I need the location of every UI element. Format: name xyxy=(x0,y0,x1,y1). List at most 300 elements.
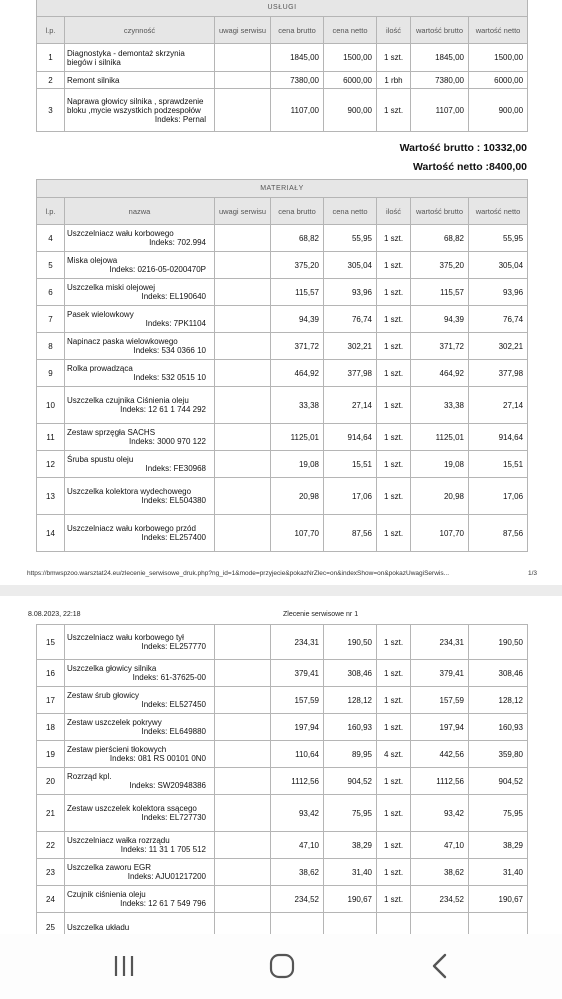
row-qty xyxy=(377,913,411,935)
item-index: Indeks: FE30968 xyxy=(145,464,206,473)
item-index: Indeks: AJU01217200 xyxy=(127,872,206,881)
row-price-net: 904,52 xyxy=(324,768,377,795)
row-price-gross xyxy=(271,913,324,935)
row-price-gross: 1107,00 xyxy=(271,89,324,132)
item-index: Indeks: 12 61 7 549 796 xyxy=(120,899,206,908)
row-price-gross: 464,92 xyxy=(271,360,324,387)
row-note xyxy=(215,89,271,132)
row-price-net: 914,64 xyxy=(324,424,377,451)
item-name: Śruba spustu oleju xyxy=(67,455,134,464)
row-price-net xyxy=(324,913,377,935)
row-qty: 1 szt. xyxy=(377,687,411,714)
table-row xyxy=(37,741,528,768)
services-header-2: uwagi serwisu xyxy=(215,17,271,44)
row-note xyxy=(215,387,271,424)
row-price-gross: 1845,00 xyxy=(271,44,324,72)
table-row xyxy=(37,387,528,424)
row-price-gross: 375,20 xyxy=(271,252,324,279)
services-header-6: wartość brutto xyxy=(411,17,469,44)
footer-url: https://bmwspzoo.warsztat24.eu/zlecenie_serwisowe_druk.php?ng_id=1&mode=przyjecie&pokazNrZlec=on&indexShow=on&pokazUwagiSerwis... xyxy=(27,570,450,577)
item-name: Rolka prowadząca xyxy=(67,364,133,373)
row-price-gross: 47,10 xyxy=(271,832,324,859)
row-value-gross: 157,59 xyxy=(411,687,469,714)
table-row xyxy=(37,660,528,687)
row-name xyxy=(65,795,215,832)
row-name xyxy=(65,360,215,387)
item-name: Miska olejowa xyxy=(67,256,118,265)
row-qty: 1 szt. xyxy=(377,44,411,72)
table-row xyxy=(37,252,528,279)
row-name xyxy=(65,832,215,859)
services-header-row xyxy=(37,17,528,44)
item-name: Czujnik ciśnienia oleju xyxy=(67,890,146,899)
row-lp: 12 xyxy=(37,451,65,478)
item-name: Diagnostyka - demontaż skrzynia biegów i silnika xyxy=(67,48,185,67)
row-value-gross: 38,62 xyxy=(411,859,469,886)
row-name xyxy=(65,89,215,132)
row-value-net: 377,98 xyxy=(469,360,528,387)
row-price-gross: 19,08 xyxy=(271,451,324,478)
item-index: Indeks: EL527450 xyxy=(141,700,206,709)
row-note xyxy=(215,478,271,515)
materials-header-1: nazwa xyxy=(65,198,215,225)
materials-table-continued xyxy=(36,624,528,934)
services-header-1: czynność xyxy=(65,17,215,44)
row-note xyxy=(215,306,271,333)
row-note xyxy=(215,886,271,913)
row-note xyxy=(215,252,271,279)
row-lp: 19 xyxy=(37,741,65,768)
table-row xyxy=(37,225,528,252)
print-footer xyxy=(27,570,537,577)
home-icon[interactable] xyxy=(262,949,302,983)
row-value-net: 302,21 xyxy=(469,333,528,360)
row-lp: 23 xyxy=(37,859,65,886)
table-row xyxy=(37,859,528,886)
row-qty: 1 szt. xyxy=(377,660,411,687)
row-value-gross: 371,72 xyxy=(411,333,469,360)
row-value-gross: 1107,00 xyxy=(411,89,469,132)
row-price-gross: 157,59 xyxy=(271,687,324,714)
row-name xyxy=(65,625,215,660)
row-price-net: 87,56 xyxy=(324,515,377,552)
row-price-gross: 93,42 xyxy=(271,795,324,832)
row-qty: 1 szt. xyxy=(377,625,411,660)
row-price-net: 27,14 xyxy=(324,387,377,424)
row-value-gross: 94,39 xyxy=(411,306,469,333)
item-name: Uszczelka układu xyxy=(67,923,130,932)
row-name xyxy=(65,515,215,552)
row-value-gross: 234,31 xyxy=(411,625,469,660)
item-name: Zestaw śrub głowicy xyxy=(67,691,140,700)
item-index: Indeks: 534 0366 10 xyxy=(133,346,206,355)
row-price-gross: 371,72 xyxy=(271,333,324,360)
row-value-net: 87,56 xyxy=(469,515,528,552)
row-name xyxy=(65,660,215,687)
table-row xyxy=(37,333,528,360)
row-qty: 1 szt. xyxy=(377,451,411,478)
row-name xyxy=(65,859,215,886)
document-title: Zlecenie serwisowe nr 1 xyxy=(283,611,359,618)
row-value-gross: 107,70 xyxy=(411,515,469,552)
row-lp: 16 xyxy=(37,660,65,687)
row-price-gross: 1125,01 xyxy=(271,424,324,451)
item-name: Uszczelniacz wału korbowego przód xyxy=(67,524,196,533)
row-lp: 22 xyxy=(37,832,65,859)
row-value-gross: 464,92 xyxy=(411,360,469,387)
row-qty: 1 szt. xyxy=(377,279,411,306)
materials-table xyxy=(36,179,528,552)
table-row xyxy=(37,306,528,333)
row-price-net: 190,67 xyxy=(324,886,377,913)
row-note xyxy=(215,714,271,741)
footer-page-number: 1/3 xyxy=(527,570,537,577)
table-row xyxy=(37,89,528,132)
row-name xyxy=(65,424,215,451)
row-qty: 4 szt. xyxy=(377,741,411,768)
row-value-net: 93,96 xyxy=(469,279,528,306)
row-name xyxy=(65,279,215,306)
item-name: Napinacz paska wielowkowego xyxy=(67,337,178,346)
row-note xyxy=(215,515,271,552)
item-index: Indeks: EL727730 xyxy=(141,813,206,822)
item-name: Uszczelka czujnika Ciśnienia oleju xyxy=(67,396,189,405)
row-price-net: 160,93 xyxy=(324,714,377,741)
item-name: Zestaw uszczelek kolektora ssącego xyxy=(67,804,197,813)
row-value-gross: 47,10 xyxy=(411,832,469,859)
table-row xyxy=(37,625,528,660)
item-index: Indeks: SW20948386 xyxy=(129,781,206,790)
row-note xyxy=(215,768,271,795)
table-row xyxy=(37,687,528,714)
table-row xyxy=(37,913,528,935)
services-caption: USŁUGI xyxy=(37,0,528,17)
row-name xyxy=(65,451,215,478)
row-lp: 2 xyxy=(37,72,65,89)
materials-header-6: wartość brutto xyxy=(411,198,469,225)
materials-header-7: wartość netto xyxy=(469,198,528,225)
row-note xyxy=(215,687,271,714)
row-note xyxy=(215,72,271,89)
row-value-net: 914,64 xyxy=(469,424,528,451)
row-qty: 1 szt. xyxy=(377,225,411,252)
row-value-gross: 442,56 xyxy=(411,741,469,768)
row-price-gross: 20,98 xyxy=(271,478,324,515)
item-index: Indeks: 081 RS 00101 0N0 xyxy=(109,754,206,763)
item-index: Indeks: EL190640 xyxy=(141,292,206,301)
item-name: Uszczelka miski olejowej xyxy=(67,283,156,292)
row-lp: 15 xyxy=(37,625,65,660)
services-header-5: ilość xyxy=(377,17,411,44)
row-price-gross: 234,52 xyxy=(271,886,324,913)
row-lp: 10 xyxy=(37,387,65,424)
materials-header-2: uwagi serwisu xyxy=(215,198,271,225)
row-price-net: 302,21 xyxy=(324,333,377,360)
item-index: Indeks: EL257770 xyxy=(141,642,206,651)
item-index: Indeks: EL504380 xyxy=(141,496,206,505)
row-qty: 1 rbh xyxy=(377,72,411,89)
row-note xyxy=(215,44,271,72)
page-separator xyxy=(0,585,562,596)
item-name: Uszczelniacz wału korbowego tył xyxy=(67,633,184,642)
row-value-gross: 68,82 xyxy=(411,225,469,252)
summary-gross: Wartość brutto : 10332,00 xyxy=(399,142,527,154)
row-qty: 1 szt. xyxy=(377,478,411,515)
item-name: Uszczelka kolektora wydechowego xyxy=(67,487,192,496)
row-lp: 1 xyxy=(37,44,65,72)
row-value-net: 17,06 xyxy=(469,478,528,515)
table-row xyxy=(37,795,528,832)
row-price-net: 93,96 xyxy=(324,279,377,306)
row-value-net: 6000,00 xyxy=(469,72,528,89)
table-row xyxy=(37,451,528,478)
row-price-gross: 197,94 xyxy=(271,714,324,741)
item-name: Pasek wielowkowy xyxy=(67,310,134,319)
row-value-gross: 379,41 xyxy=(411,660,469,687)
row-qty: 1 szt. xyxy=(377,424,411,451)
row-lp: 24 xyxy=(37,886,65,913)
row-qty: 1 szt. xyxy=(377,714,411,741)
row-lp: 14 xyxy=(37,515,65,552)
item-index: Indeks: 7PK1104 xyxy=(145,319,206,328)
item-name: Naprawa głowicy silnika , sprawdzenie bloku ,mycie wszystkich podzespołów xyxy=(67,96,204,115)
row-name xyxy=(65,333,215,360)
row-note xyxy=(215,360,271,387)
row-note xyxy=(215,741,271,768)
row-name xyxy=(65,886,215,913)
item-name: Uszczelka zaworu EGR xyxy=(67,863,152,872)
row-value-net: 128,12 xyxy=(469,687,528,714)
row-value-gross: 197,94 xyxy=(411,714,469,741)
row-name xyxy=(65,687,215,714)
document-page-2 xyxy=(0,596,562,934)
print-datetime: 8.08.2023, 22:18 xyxy=(28,611,81,618)
row-price-net: 55,95 xyxy=(324,225,377,252)
item-name: Uszczelka głowicy silnika xyxy=(67,664,157,673)
row-price-net: 75,95 xyxy=(324,795,377,832)
row-name xyxy=(65,387,215,424)
row-lp: 5 xyxy=(37,252,65,279)
item-index: Indeks: 11 31 1 705 512 xyxy=(120,845,206,854)
row-qty: 1 szt. xyxy=(377,515,411,552)
row-note xyxy=(215,451,271,478)
row-name xyxy=(65,44,215,72)
row-value-gross: 115,57 xyxy=(411,279,469,306)
row-qty: 1 szt. xyxy=(377,795,411,832)
row-value-gross: 33,38 xyxy=(411,387,469,424)
row-value-gross: 7380,00 xyxy=(411,72,469,89)
row-note xyxy=(215,424,271,451)
item-name: Zestaw pierścieni tłokowych xyxy=(67,745,167,754)
materials-header-0: l.p. xyxy=(37,198,65,225)
row-lp: 18 xyxy=(37,714,65,741)
row-price-net: 89,95 xyxy=(324,741,377,768)
row-price-net: 308,46 xyxy=(324,660,377,687)
row-lp: 13 xyxy=(37,478,65,515)
materials-header-5: ilość xyxy=(377,198,411,225)
row-value-net: 15,51 xyxy=(469,451,528,478)
recent-apps-icon[interactable] xyxy=(104,949,144,983)
item-name: Zestaw sprzęgła SACHS xyxy=(67,428,156,437)
row-price-gross: 234,31 xyxy=(271,625,324,660)
row-name xyxy=(65,714,215,741)
services-header-7: wartość netto xyxy=(469,17,528,44)
table-row xyxy=(37,714,528,741)
row-value-gross: 1112,56 xyxy=(411,768,469,795)
row-value-net: 308,46 xyxy=(469,660,528,687)
table-row xyxy=(37,279,528,306)
materials-header-row xyxy=(37,198,528,225)
item-index: Indeks: 0216-05-0200470P xyxy=(109,265,206,274)
table-row xyxy=(37,72,528,89)
item-name: Remont silnika xyxy=(67,75,120,85)
row-name xyxy=(65,306,215,333)
row-price-gross: 68,82 xyxy=(271,225,324,252)
row-name xyxy=(65,252,215,279)
row-note xyxy=(215,795,271,832)
item-index: Indeks: Pernal xyxy=(154,114,206,124)
row-qty: 1 szt. xyxy=(377,252,411,279)
row-price-net: 6000,00 xyxy=(324,72,377,89)
materials-caption: MATERIAŁY xyxy=(37,180,528,198)
table-row xyxy=(37,515,528,552)
row-value-gross xyxy=(411,913,469,935)
row-name xyxy=(65,478,215,515)
row-value-gross: 1845,00 xyxy=(411,44,469,72)
row-value-net: 190,67 xyxy=(469,886,528,913)
services-header-3: cena brutto xyxy=(271,17,324,44)
row-value-gross: 19,08 xyxy=(411,451,469,478)
row-price-net: 76,74 xyxy=(324,306,377,333)
table-row xyxy=(37,360,528,387)
row-lp: 21 xyxy=(37,795,65,832)
row-value-gross: 20,98 xyxy=(411,478,469,515)
services-table xyxy=(36,0,528,132)
row-value-gross: 234,52 xyxy=(411,886,469,913)
row-price-net: 38,29 xyxy=(324,832,377,859)
row-price-net: 377,98 xyxy=(324,360,377,387)
row-price-gross: 379,41 xyxy=(271,660,324,687)
row-value-net: 190,50 xyxy=(469,625,528,660)
row-note xyxy=(215,859,271,886)
row-price-gross: 33,38 xyxy=(271,387,324,424)
row-value-net: 900,00 xyxy=(469,89,528,132)
item-index: Indeks: 12 61 1 744 292 xyxy=(120,405,206,414)
row-price-gross: 110,64 xyxy=(271,741,324,768)
row-note xyxy=(215,625,271,660)
row-lp: 25 xyxy=(37,913,65,935)
row-value-gross: 1125,01 xyxy=(411,424,469,451)
summary-net: Wartość netto :8400,00 xyxy=(413,161,527,173)
item-index: Indeks: 702.994 xyxy=(149,238,206,247)
row-lp: 9 xyxy=(37,360,65,387)
row-price-net: 190,50 xyxy=(324,625,377,660)
row-value-net: 76,74 xyxy=(469,306,528,333)
row-lp: 17 xyxy=(37,687,65,714)
row-price-gross: 107,70 xyxy=(271,515,324,552)
item-name: Uszczelniacz wału korbowego xyxy=(67,229,174,238)
row-qty: 1 szt. xyxy=(377,832,411,859)
services-header-0: l.p. xyxy=(37,17,65,44)
row-price-net: 305,04 xyxy=(324,252,377,279)
item-index: Indeks: EL649880 xyxy=(141,727,206,736)
row-price-net: 17,06 xyxy=(324,478,377,515)
row-price-net: 128,12 xyxy=(324,687,377,714)
row-value-gross: 93,42 xyxy=(411,795,469,832)
table-row xyxy=(37,832,528,859)
row-name xyxy=(65,913,215,935)
materials-header-4: cena netto xyxy=(324,198,377,225)
row-value-gross: 375,20 xyxy=(411,252,469,279)
row-note xyxy=(215,660,271,687)
table-row xyxy=(37,424,528,451)
row-price-net: 900,00 xyxy=(324,89,377,132)
item-name: Uszczelniacz wałka rozrządu xyxy=(67,836,170,845)
item-name: Rozrząd kpl. xyxy=(67,772,112,781)
row-name xyxy=(65,72,215,89)
row-price-gross: 94,39 xyxy=(271,306,324,333)
row-qty: 1 szt. xyxy=(377,387,411,424)
row-price-gross: 38,62 xyxy=(271,859,324,886)
row-lp: 7 xyxy=(37,306,65,333)
services-header-4: cena netto xyxy=(324,17,377,44)
materials-header-3: cena brutto xyxy=(271,198,324,225)
row-lp: 4 xyxy=(37,225,65,252)
row-qty: 1 szt. xyxy=(377,859,411,886)
table-row xyxy=(37,768,528,795)
row-note xyxy=(215,832,271,859)
table-row xyxy=(37,886,528,913)
row-value-net: 75,95 xyxy=(469,795,528,832)
row-qty: 1 szt. xyxy=(377,886,411,913)
back-icon[interactable] xyxy=(420,949,460,983)
row-qty: 1 szt. xyxy=(377,306,411,333)
row-qty: 1 szt. xyxy=(377,768,411,795)
item-index: Indeks: EL257400 xyxy=(141,533,206,542)
row-value-net xyxy=(469,913,528,935)
row-qty: 1 szt. xyxy=(377,89,411,132)
row-name xyxy=(65,741,215,768)
row-price-net: 15,51 xyxy=(324,451,377,478)
row-lp: 11 xyxy=(37,424,65,451)
row-value-net: 904,52 xyxy=(469,768,528,795)
row-lp: 20 xyxy=(37,768,65,795)
row-price-gross: 1112,56 xyxy=(271,768,324,795)
row-qty: 1 szt. xyxy=(377,360,411,387)
row-lp: 8 xyxy=(37,333,65,360)
item-index: Indeks: 532 0515 10 xyxy=(133,373,206,382)
row-qty: 1 szt. xyxy=(377,333,411,360)
row-name xyxy=(65,225,215,252)
row-note xyxy=(215,913,271,935)
row-note xyxy=(215,225,271,252)
table-row xyxy=(37,478,528,515)
row-name xyxy=(65,768,215,795)
row-note xyxy=(215,279,271,306)
row-value-net: 55,95 xyxy=(469,225,528,252)
row-value-net: 38,29 xyxy=(469,832,528,859)
row-price-gross: 7380,00 xyxy=(271,72,324,89)
row-value-net: 160,93 xyxy=(469,714,528,741)
item-index: Indeks: 3000 970 122 xyxy=(129,437,206,446)
item-name: Zestaw uszczelek pokrywy xyxy=(67,718,162,727)
table-row xyxy=(37,44,528,72)
row-price-gross: 115,57 xyxy=(271,279,324,306)
row-price-net: 1500,00 xyxy=(324,44,377,72)
item-index: Indeks: 61-37625-00 xyxy=(132,673,206,682)
system-navigation-bar xyxy=(0,934,562,999)
row-price-net: 31,40 xyxy=(324,859,377,886)
